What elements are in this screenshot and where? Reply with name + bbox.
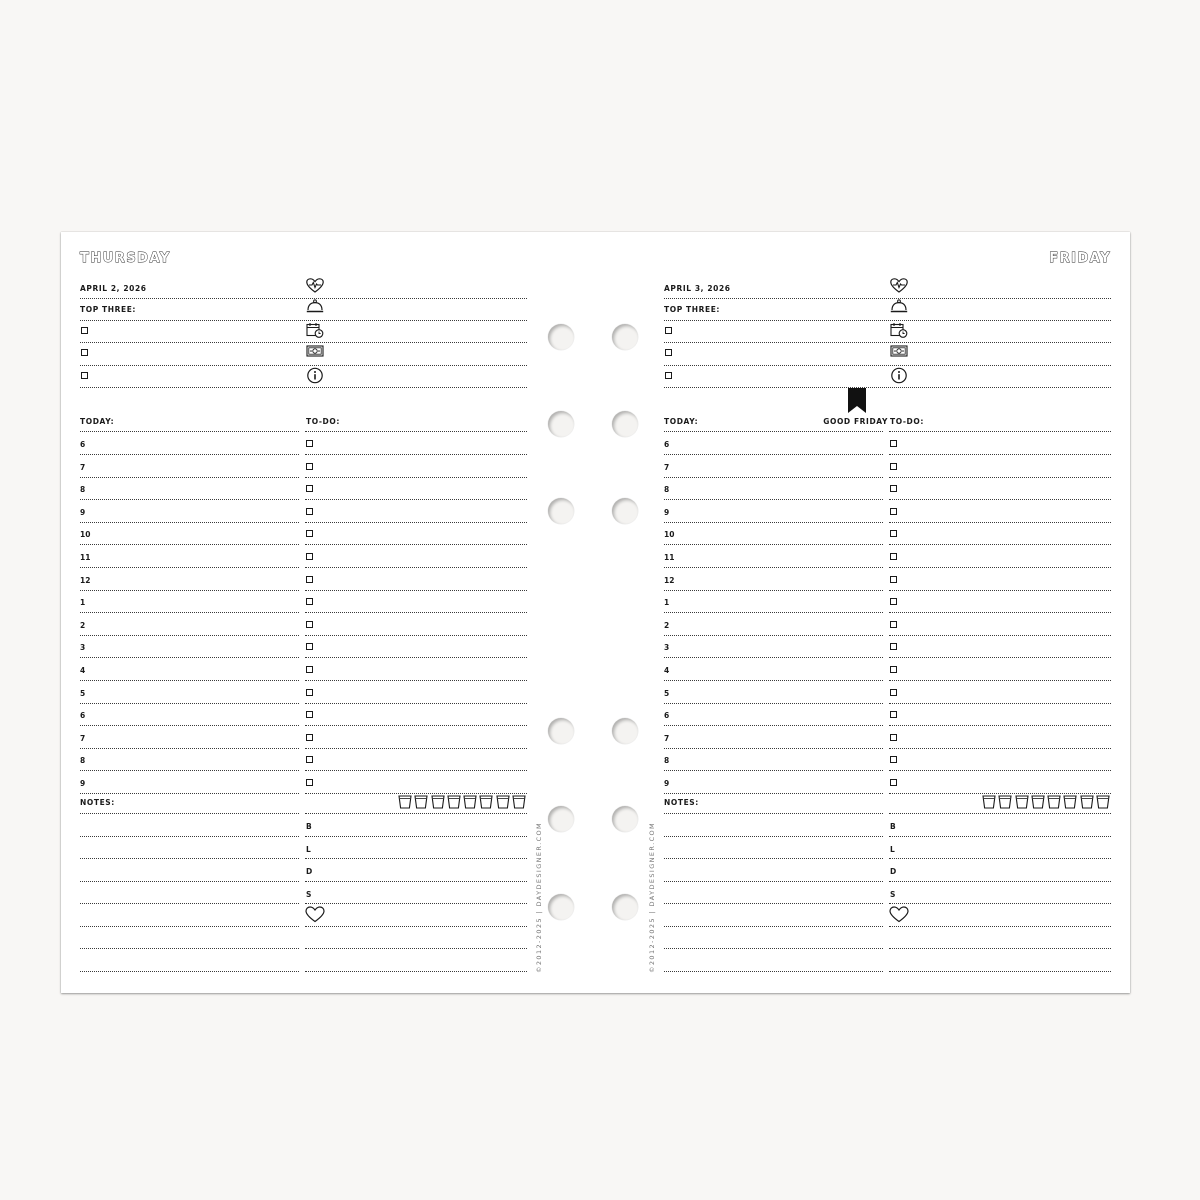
info-icon — [306, 367, 324, 384]
hour-label: 8 — [664, 485, 670, 495]
todo-checkbox[interactable] — [890, 485, 897, 492]
rule-line — [305, 477, 527, 478]
todo-checkbox[interactable] — [890, 621, 897, 628]
hour-label: 2 — [664, 620, 670, 630]
rule-line — [80, 387, 527, 388]
hour-label: 10 — [80, 530, 91, 540]
heartbeat-icon — [306, 278, 324, 293]
todo-checkbox[interactable] — [890, 576, 897, 583]
water-cup-icon[interactable] — [1015, 794, 1029, 808]
rule-line — [889, 926, 1111, 927]
rule-line — [80, 748, 299, 749]
hour-label: 1 — [664, 598, 670, 608]
rule-line — [889, 590, 1111, 591]
cloche-icon — [306, 299, 324, 314]
day-name: FRIDAY — [1049, 251, 1111, 266]
today-label: TODAY: — [664, 417, 699, 426]
rule-line — [889, 477, 1111, 478]
water-cup-icon[interactable] — [447, 794, 461, 808]
rule-line — [305, 544, 527, 545]
hour-label: 1 — [80, 598, 86, 608]
rule-line — [664, 680, 883, 681]
copyright-text: ©2012-2025 | DAYDESIGNER.COM — [648, 821, 656, 973]
rule-line — [664, 657, 883, 658]
water-cup-icon[interactable] — [431, 794, 445, 808]
rule-line — [664, 813, 883, 814]
notes-label: NOTES: — [664, 798, 699, 807]
rule-line — [664, 387, 1111, 388]
rule-line — [80, 635, 299, 636]
calendar-clock-icon — [306, 322, 324, 338]
hour-label: 5 — [80, 688, 86, 698]
rule-line — [889, 522, 1111, 523]
hour-label: 8 — [664, 756, 670, 766]
binder-hole — [612, 718, 638, 744]
rule-line — [305, 454, 527, 455]
water-cup-icon[interactable] — [1063, 794, 1077, 808]
todo-checkbox[interactable] — [306, 598, 313, 605]
binder-hole — [612, 806, 638, 832]
todo-checkbox[interactable] — [306, 756, 313, 763]
rule-line — [664, 454, 883, 455]
rule-line — [80, 948, 299, 949]
hour-label: 8 — [80, 485, 86, 495]
rule-line — [305, 971, 527, 972]
rule-line — [305, 836, 527, 837]
todo-checkbox[interactable] — [890, 530, 897, 537]
todo-checkbox[interactable] — [306, 666, 313, 673]
hour-label: 2 — [80, 620, 86, 630]
hour-label: 4 — [664, 666, 670, 675]
notes-label: NOTES: — [80, 798, 115, 807]
water-cup-icon[interactable] — [1096, 794, 1110, 808]
rule-line — [889, 680, 1111, 681]
rule-line — [664, 793, 883, 794]
rule-line — [889, 454, 1111, 455]
rule-line — [80, 320, 527, 321]
hour-label: 6 — [664, 440, 670, 449]
rule-line — [664, 858, 883, 859]
rule-line — [664, 770, 883, 771]
todo-checkbox[interactable] — [306, 576, 313, 583]
binder-hole — [612, 894, 638, 920]
todo-checkbox[interactable] — [306, 485, 313, 492]
todo-checkbox[interactable] — [306, 734, 313, 741]
rule-line — [889, 836, 1111, 837]
hour-label: 7 — [80, 733, 86, 743]
rule-line — [80, 770, 299, 771]
hour-label: 10 — [664, 530, 675, 540]
todo-checkbox[interactable] — [890, 643, 897, 650]
todo-checkbox[interactable] — [306, 711, 313, 718]
water-cup-icon[interactable] — [398, 794, 412, 808]
top-three-checkbox[interactable] — [665, 327, 672, 334]
binder-hole — [548, 324, 574, 350]
meal-label: B — [890, 822, 896, 831]
rule-line — [889, 725, 1111, 726]
binder-hole — [612, 498, 638, 524]
rule-line — [305, 522, 527, 523]
rule-line — [80, 522, 299, 523]
rule-line — [305, 858, 527, 859]
todo-checkbox[interactable] — [306, 621, 313, 628]
rule-line — [305, 703, 527, 704]
rule-line — [664, 544, 883, 545]
binder-hole — [612, 324, 638, 350]
rule-line — [664, 725, 883, 726]
info-icon — [890, 367, 908, 384]
rule-line — [889, 770, 1111, 771]
rule-line — [80, 590, 299, 591]
hour-label: 3 — [80, 643, 86, 653]
todo-checkbox[interactable] — [306, 779, 313, 786]
money-icon — [306, 344, 324, 358]
binder-hole — [548, 718, 574, 744]
rule-line — [664, 477, 883, 478]
rule-line — [80, 657, 299, 658]
rule-line — [889, 657, 1111, 658]
todo-checkbox[interactable] — [890, 756, 897, 763]
hour-label: 12 — [664, 575, 675, 585]
rule-line — [889, 635, 1111, 636]
rule-line — [664, 635, 883, 636]
binder-hole — [548, 411, 574, 437]
water-cup-icon[interactable] — [1080, 794, 1094, 808]
hour-label: 11 — [80, 553, 91, 562]
water-cup-icon[interactable] — [512, 794, 526, 808]
meal-label: L — [890, 844, 895, 854]
hour-label: 9 — [664, 779, 670, 788]
rule-line — [305, 748, 527, 749]
todo-checkbox[interactable] — [890, 440, 897, 447]
rule-line — [664, 971, 883, 972]
todo-checkbox[interactable] — [890, 463, 897, 470]
hour-label: 7 — [664, 733, 670, 743]
todo-checkbox[interactable] — [890, 666, 897, 673]
hour-label: 12 — [80, 575, 91, 585]
rule-line — [80, 612, 299, 613]
rule-line — [80, 858, 299, 859]
water-cup-icon[interactable] — [414, 794, 428, 808]
todo-checkbox[interactable] — [306, 440, 313, 447]
rule-line — [80, 926, 299, 927]
holiday-label: GOOD FRIDAY — [823, 417, 888, 426]
rule-line — [80, 680, 299, 681]
rule-line — [664, 320, 1111, 321]
rule-line — [889, 544, 1111, 545]
todo-checkbox[interactable] — [890, 598, 897, 605]
water-cup-icon[interactable] — [1047, 794, 1061, 808]
todo-checkbox[interactable] — [306, 463, 313, 470]
rule-line — [889, 431, 1111, 432]
rule-line — [664, 567, 883, 568]
rule-line — [80, 813, 299, 814]
rule-line — [889, 567, 1111, 568]
rule-line — [664, 748, 883, 749]
rule-line — [305, 926, 527, 927]
heartbeat-icon — [890, 278, 908, 293]
meal-label: D — [890, 867, 897, 876]
meal-label: L — [306, 844, 311, 854]
rule-line — [664, 431, 883, 432]
rule-line — [305, 567, 527, 568]
top-three-checkbox[interactable] — [665, 372, 672, 379]
rule-line — [664, 612, 883, 613]
hour-label: 6 — [80, 440, 86, 449]
rule-line — [889, 748, 1111, 749]
bookmark-icon — [848, 388, 866, 413]
rule-line — [664, 926, 883, 927]
rule-line — [305, 680, 527, 681]
rule-line — [305, 881, 527, 882]
rule-line — [889, 612, 1111, 613]
rule-line — [664, 948, 883, 949]
water-cup-icon[interactable] — [479, 794, 493, 808]
hour-label: 7 — [80, 462, 86, 472]
hour-label: 9 — [80, 779, 86, 788]
rule-line — [889, 499, 1111, 500]
hour-label: 3 — [664, 643, 670, 653]
rule-line — [664, 903, 883, 904]
rule-line — [889, 971, 1111, 972]
hour-label: 11 — [664, 553, 675, 562]
rule-line — [664, 703, 883, 704]
todo-label: TO-DO: — [306, 417, 340, 426]
todo-checkbox[interactable] — [890, 553, 897, 560]
todo-checkbox[interactable] — [306, 508, 313, 515]
cloche-icon — [890, 299, 908, 314]
rule-line — [664, 298, 1111, 299]
top-three-label: TOP THREE: — [664, 305, 721, 314]
rule-line — [80, 477, 299, 478]
hour-label: 4 — [80, 666, 86, 675]
todo-checkbox[interactable] — [890, 734, 897, 741]
heart-icon — [305, 906, 325, 923]
rule-line — [80, 567, 299, 568]
date-label: APRIL 3, 2026 — [664, 284, 731, 293]
rule-line — [664, 342, 1111, 343]
rule-line — [80, 836, 299, 837]
rule-line — [664, 836, 883, 837]
todo-checkbox[interactable] — [306, 530, 313, 537]
rule-line — [664, 499, 883, 500]
rule-line — [80, 365, 527, 366]
binder-hole — [548, 806, 574, 832]
rule-line — [305, 590, 527, 591]
rule-line — [80, 725, 299, 726]
rule-line — [889, 903, 1111, 904]
water-tracker — [398, 794, 526, 808]
rule-line — [889, 948, 1111, 949]
hour-label: 9 — [80, 507, 86, 517]
todo-checkbox[interactable] — [306, 553, 313, 560]
todo-checkbox[interactable] — [306, 643, 313, 650]
rule-line — [889, 703, 1111, 704]
rule-line — [305, 813, 527, 814]
water-cup-icon[interactable] — [463, 794, 477, 808]
binder-hole — [548, 498, 574, 524]
planner-sheet — [61, 232, 1130, 993]
rule-line — [80, 971, 299, 972]
rule-line — [664, 590, 883, 591]
hour-label: 9 — [664, 507, 670, 517]
rule-line — [80, 431, 299, 432]
rule-line — [305, 948, 527, 949]
top-three-checkbox[interactable] — [665, 349, 672, 356]
today-label: TODAY: — [80, 417, 115, 426]
rule-line — [664, 522, 883, 523]
binder-hole — [612, 411, 638, 437]
rule-line — [305, 635, 527, 636]
top-three-label: TOP THREE: — [80, 305, 137, 314]
rule-line — [80, 903, 299, 904]
rule-line — [80, 454, 299, 455]
hour-label: 7 — [664, 462, 670, 472]
hour-label: 8 — [80, 756, 86, 766]
rule-line — [305, 431, 527, 432]
calendar-clock-icon — [890, 322, 908, 338]
todo-checkbox[interactable] — [890, 711, 897, 718]
todo-checkbox[interactable] — [890, 508, 897, 515]
rule-line — [80, 881, 299, 882]
rule-line — [80, 544, 299, 545]
day-name: THURSDAY — [80, 251, 171, 266]
hour-label: 6 — [664, 711, 670, 721]
rule-line — [80, 342, 527, 343]
rule-line — [80, 499, 299, 500]
water-cup-icon[interactable] — [998, 794, 1012, 808]
meal-label: S — [306, 889, 312, 899]
meal-label: S — [890, 889, 896, 899]
rule-line — [305, 725, 527, 726]
rule-line — [305, 770, 527, 771]
rule-line — [305, 657, 527, 658]
date-label: APRIL 2, 2026 — [80, 284, 147, 293]
rule-line — [305, 612, 527, 613]
rule-line — [80, 793, 299, 794]
rule-line — [889, 858, 1111, 859]
rule-line — [80, 703, 299, 704]
top-three-checkbox[interactable] — [81, 349, 88, 356]
copyright-text: ©2012-2025 | DAYDESIGNER.COM — [535, 821, 543, 973]
water-cup-icon[interactable] — [1031, 794, 1045, 808]
rule-line — [664, 881, 883, 882]
top-three-checkbox[interactable] — [81, 327, 88, 334]
rule-line — [889, 881, 1111, 882]
hour-label: 5 — [664, 688, 670, 698]
money-icon — [890, 344, 908, 358]
rule-line — [664, 365, 1111, 366]
meal-label: D — [306, 867, 313, 876]
top-three-checkbox[interactable] — [81, 372, 88, 379]
heart-icon — [889, 906, 909, 923]
water-tracker — [982, 794, 1110, 808]
rule-line — [80, 298, 527, 299]
rule-line — [305, 499, 527, 500]
hour-label: 6 — [80, 711, 86, 721]
todo-checkbox[interactable] — [890, 779, 897, 786]
todo-checkbox[interactable] — [890, 689, 897, 696]
todo-label: TO-DO: — [890, 417, 924, 426]
rule-line — [305, 903, 527, 904]
water-cup-icon[interactable] — [496, 794, 510, 808]
water-cup-icon[interactable] — [982, 794, 996, 808]
rule-line — [889, 813, 1111, 814]
meal-label: B — [306, 822, 312, 831]
binder-hole — [548, 894, 574, 920]
todo-checkbox[interactable] — [306, 689, 313, 696]
